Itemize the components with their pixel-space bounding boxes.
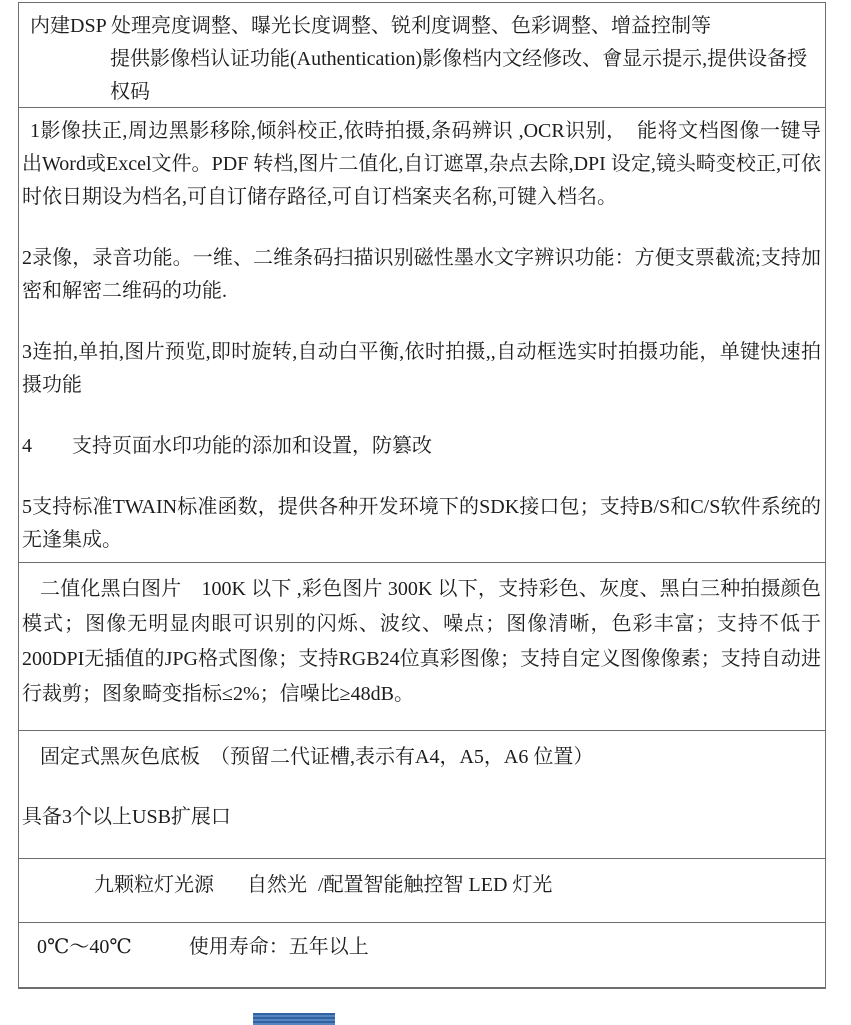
light-source-label: 九颗粒灯光源 (94, 874, 214, 896)
feature-paragraph-5: 5支持标准TWAIN标准函数，提供各种开发环境下的SDK接口包；支持B/S和C/S软件系统的无逢集成。 (22, 496, 821, 551)
service-life: 使用寿命：五年以上 (188, 936, 369, 958)
table-row-image-quality (19, 562, 825, 730)
table-row-environment (19, 922, 825, 987)
natural-light-label: 自然光 (247, 874, 307, 896)
table-row-software-features (19, 107, 825, 562)
led-light-label: /配置智能触控智 LED 灯光 (318, 874, 553, 896)
table-row-dsp-authentication (19, 3, 825, 107)
dsp-line: 内建DSP 处理亮度调整、曝光长度调整、锐利度调整、色彩调整、增益控制等 (30, 15, 711, 37)
feature-paragraph-4: 4 支持页面水印功能的添加和设置，防篡改 (22, 435, 432, 457)
blue-window-fragment-artifact (253, 1013, 335, 1025)
baseplate-line: 固定式黑灰色底板 （预留二代证槽,表示有A4，A5，A6 位置） (40, 746, 594, 768)
feature-paragraph-2: 2录像，录音功能。一维、二维条码扫描识别磁性墨水文字辨识功能：方便支票截流;支持加密和解密二维码的功能. (22, 247, 821, 302)
authentication-line: 提供影像档认证功能(Authentication)影像档内文经修改、會显示提示,提供设备授权码 (110, 48, 808, 103)
table-row-hardware (19, 730, 825, 858)
temperature-range: 0℃～40℃ (37, 936, 132, 958)
usb-ports-line: 具备3个以上USB扩展口 (22, 806, 231, 828)
feature-paragraph-3: 3连拍,单拍,图片预览,即时旋转,自动白平衡,依时拍摄,,自动框选实时拍摄功能，单键快速拍摄功能 (22, 341, 821, 396)
image-quality-paragraph: 二值化黑白图片 100K 以下 ,彩色图片 300K 以下，支持彩色、灰度、黑白三种拍摄颜色模式；图像无明显肉眼可识别的闪烁、波纹、噪点；图像清晰，色彩丰富；支持不低于200DPI无插值的JPG格式图像；支持RGB24位真彩图像；支持自定义图像像素；支持自动进行裁剪；图象畸变指标≤2%；信噪比≥48dB。 (22, 578, 821, 705)
table-row-light-source (19, 858, 825, 922)
feature-paragraph-1: 1影像扶正,周边黑影移除,倾斜校正,依時拍摄,条码辨识 ,OCR识别， 能将文档图像一键导出Word或Excel文件。PDF 转档,图片二值化,自订遮罩,杂点去除,DPI 设定,镜头畸变校正,可依时依日期设为档名,可自订储存路径,可自订档案夹名称,可键入档名。 (22, 120, 821, 208)
spec-table (18, 2, 826, 989)
